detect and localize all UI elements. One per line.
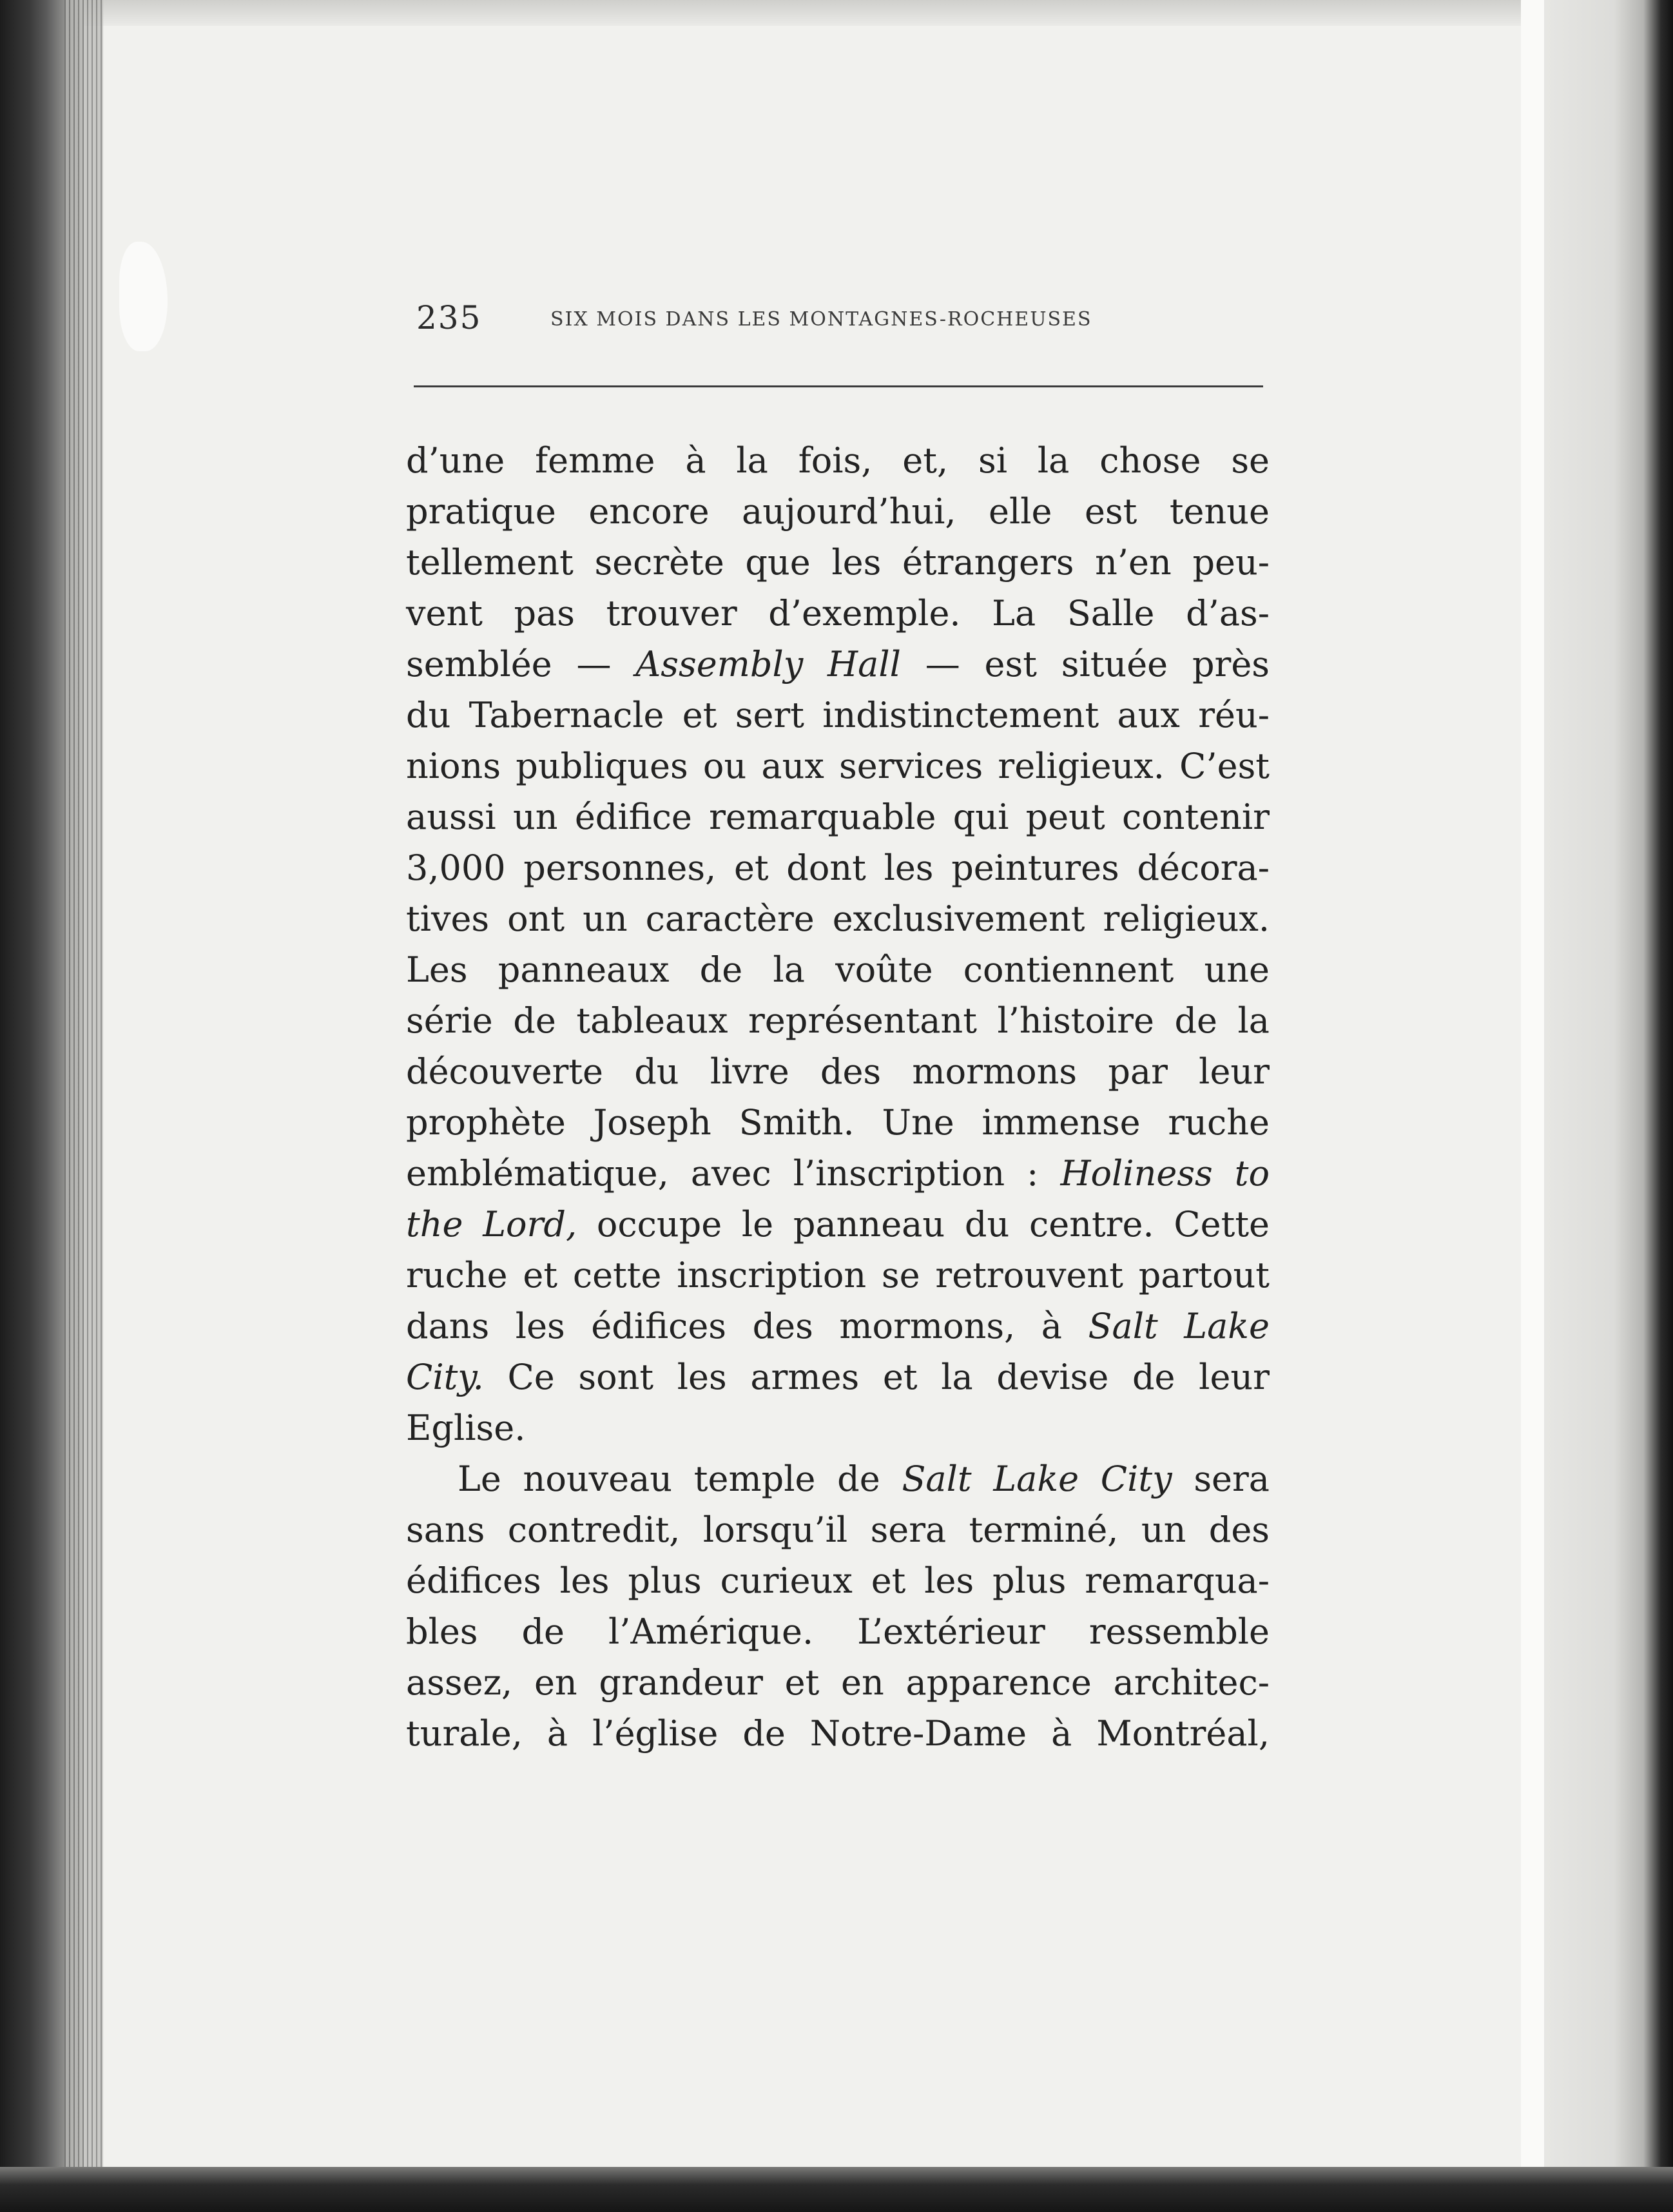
italic-term: Salt Lake <box>1088 1306 1270 1346</box>
text-run: dans les édifices des mormons, à <box>406 1306 1088 1346</box>
page-number: 235 <box>416 299 482 336</box>
text-line: série de tableaux représentant l’histoire de la <box>406 1000 1270 1041</box>
text-run: Ce sont les armes et la devise de leur <box>483 1357 1270 1397</box>
text-line <box>406 639 1270 690</box>
running-title: SIX MOIS DANS LES MONTAGNES-ROCHEUSES <box>550 308 1092 331</box>
text-line: pratique encore aujourd’hui, elle est tenue <box>406 491 1270 532</box>
right-page-edge <box>1525 0 1673 2212</box>
text-line: tives ont un caractère exclusivement religieux. <box>406 898 1270 939</box>
text-run: emblématique, avec l’inscription : <box>406 1153 1061 1194</box>
text-line <box>406 1352 1270 1402</box>
text-line: nions publiques ou aux services religieux. C’est <box>406 746 1270 786</box>
text-run: semblée — <box>406 644 636 684</box>
body-text <box>406 435 1270 1759</box>
text-line: Les panneaux de la voûte contiennent une <box>406 949 1270 990</box>
text-line: 3,000 personnes, et dont les peintures décora- <box>406 848 1270 888</box>
text-line: vent pas trouver d’exemple. La Salle d’as- <box>406 593 1270 634</box>
italic-term: Assembly Hall <box>635 644 901 684</box>
page-edges <box>64 0 103 2212</box>
text-line: du Tabernacle et sert indistinctement aux réu- <box>406 695 1270 735</box>
text-line: bles de l’Amérique. L’extérieur ressemble <box>406 1611 1270 1652</box>
bottom-shadow <box>0 2167 1673 2212</box>
text-line: ruche et cette inscription se retrouvent partout <box>406 1255 1270 1295</box>
text-line: Eglise. <box>406 1408 526 1448</box>
top-shadow <box>0 0 1673 26</box>
text-run: — est située près <box>900 644 1270 684</box>
text-line: prophète Joseph Smith. Une immense ruche <box>406 1102 1270 1143</box>
header-rule <box>414 385 1263 387</box>
italic-term: City. <box>406 1357 484 1397</box>
text-line <box>406 1301 1270 1352</box>
text-run: Le nouveau temple de <box>458 1459 902 1499</box>
right-margin-strip <box>1521 0 1544 2212</box>
text-line <box>406 1199 1270 1250</box>
text-line: découverte du livre des mormons par leur <box>406 1051 1270 1092</box>
text-line: édifices les plus curieux et les plus remarqua- <box>406 1560 1270 1601</box>
italic-term: Holiness to <box>1060 1153 1270 1194</box>
text-line <box>406 1453 1270 1504</box>
text-line: d’une femme à la fois, et, si la chose se <box>406 440 1270 481</box>
text-run: sera <box>1172 1459 1270 1499</box>
text-line: sans contredit, lorsqu’il sera terminé, un des <box>406 1509 1270 1550</box>
text-line: aussi un édifice remarquable qui peut contenir <box>406 797 1270 837</box>
text-line: assez, en grandeur et en apparence architec- <box>406 1662 1270 1703</box>
running-head <box>406 284 1270 335</box>
italic-term: the Lord, <box>406 1204 577 1245</box>
text-line: tellement secrète que les étrangers n’en peu- <box>406 542 1270 583</box>
text-line <box>406 1148 1270 1199</box>
text-run: occupe le panneau du centre. Cette <box>577 1204 1270 1245</box>
torn-paper-mark <box>119 242 168 351</box>
book-page <box>406 284 1270 1754</box>
text-line: turale, à l’église de Notre-Dame à Montréal, <box>406 1713 1270 1754</box>
italic-term: Salt Lake City <box>902 1459 1172 1499</box>
